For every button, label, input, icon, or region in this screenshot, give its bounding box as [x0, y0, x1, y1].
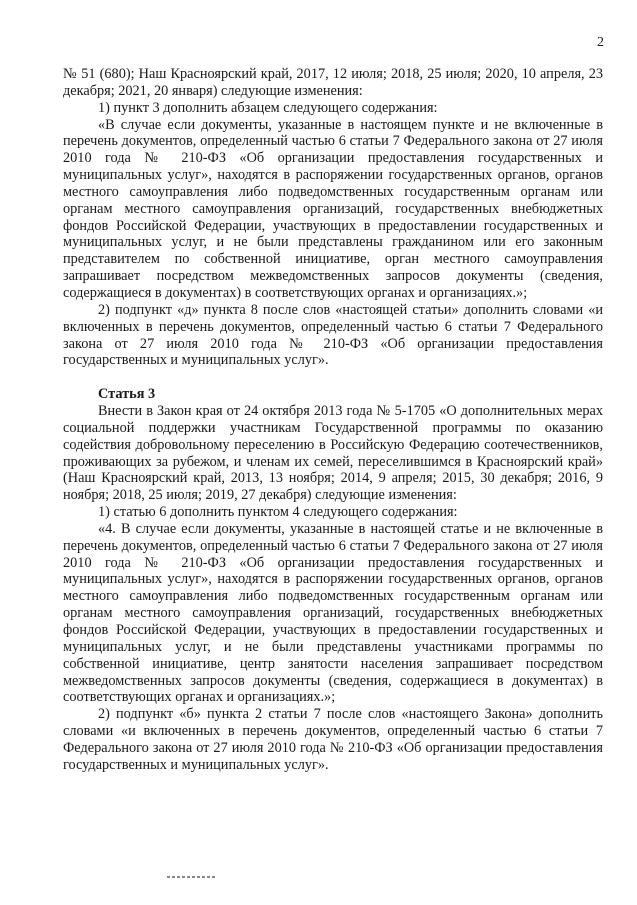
scan-artifact-line: [167, 876, 217, 878]
article-3-heading: Статья 3: [98, 386, 156, 403]
page-number: 2: [597, 35, 604, 50]
paragraph-item-1: 1) пункт 3 дополнить абзацем следующего содержания:: [98, 99, 438, 116]
article-3-item-1: 1) статью 6 дополнить пунктом 4 следующего содержания:: [98, 504, 458, 521]
document-body: [63, 66, 603, 774]
article-3-item-2: 2) подпункт «б» пункта 2 статьи 7 после слов «настоящего Закона» дополнить словами «и включенных в перечень документов, определенный частью 6 статьи 7 Федерального закона от 27 июля 2010 года № 210-ФЗ «Об организации предоставления государственных и муниципальных услуг».: [63, 706, 603, 773]
paragraph-item-2: 2) подпункт «д» пункта 8 после слов «настоящей статьи» дополнить словами «и включенных в перечень документов, определенный частью 6 статьи 7 Федерального закона от 27 июля 2010 года № 210-ФЗ «Об организации предоставления государственных и муниципальных услуг».: [63, 301, 603, 369]
paragraph-quote-1: «В случае если документы, указанные в настоящем пункте и не включенные в перечень документов, определенный частью 6 статьи 7 Федерального закона от 27 июля 2010 года № 210-ФЗ «Об организации предоставления государственных и муниципальных услуг», находятся в распоряжении государственных органов, органов местного самоуправления либо подведомственных государственным органам или органам местного самоуправления организаций, государственных внебюджетных фондов Российской Федерации, участвующих в предоставлении государственных и муниципальных услуг, и не были представлены гражданином или его законным представителем по собственной инициативе, орган местного самоуправления запрашивает посредством межведомственных запросов документы (сведения, содержащиеся в документах) в соответствующих органах и организациях.»;: [63, 116, 603, 301]
article-3-intro: Внести в Закон края от 24 октября 2013 года № 5-1705 «О дополнительных мерах социальной поддержки участникам Государственной программы по оказанию содействия добровольному переселению в Российскую Федерацию соотечественников, проживающих за рубежом, и членам их семей, переселившимся в Красноярский край» (Наш Красноярский край, 2013, 13 ноября; 2014, 9 апреля; 2015, 30 декабря; 2016, 9 ноября; 2018, 25 июля; 2019, 27 декабря) следующие изменения:: [63, 403, 603, 504]
paragraph-continuation: № 51 (680); Наш Красноярский край, 2017, 12 июля; 2018, 25 июля; 2020, 10 апреля, 23 декабря; 2021, 20 января) следующие изменения:: [63, 66, 603, 99]
article-3-quote: «4. В случае если документы, указанные в настоящей статье и не включенные в перечень документов, определенный частью 6 статьи 7 Федерального закона от 27 июля 2010 года № 210-ФЗ «Об организации предоставления государственных и муниципальных услуг», находятся в распоряжении государственных органов, органов местного самоуправления либо подведомственных государственным органам или органам местного самоуправления организаций, государственных внебюджетных фондов Российской Федерации, участвующих в предоставлении государственных и муниципальных услуг, и не были представлены участниками программы по собственной инициативе, центр занятости населения запрашивает посредством межведомственных запросов документы (сведения, содержащиеся в документах) в соответствующих органах и организациях.»;: [63, 520, 603, 706]
